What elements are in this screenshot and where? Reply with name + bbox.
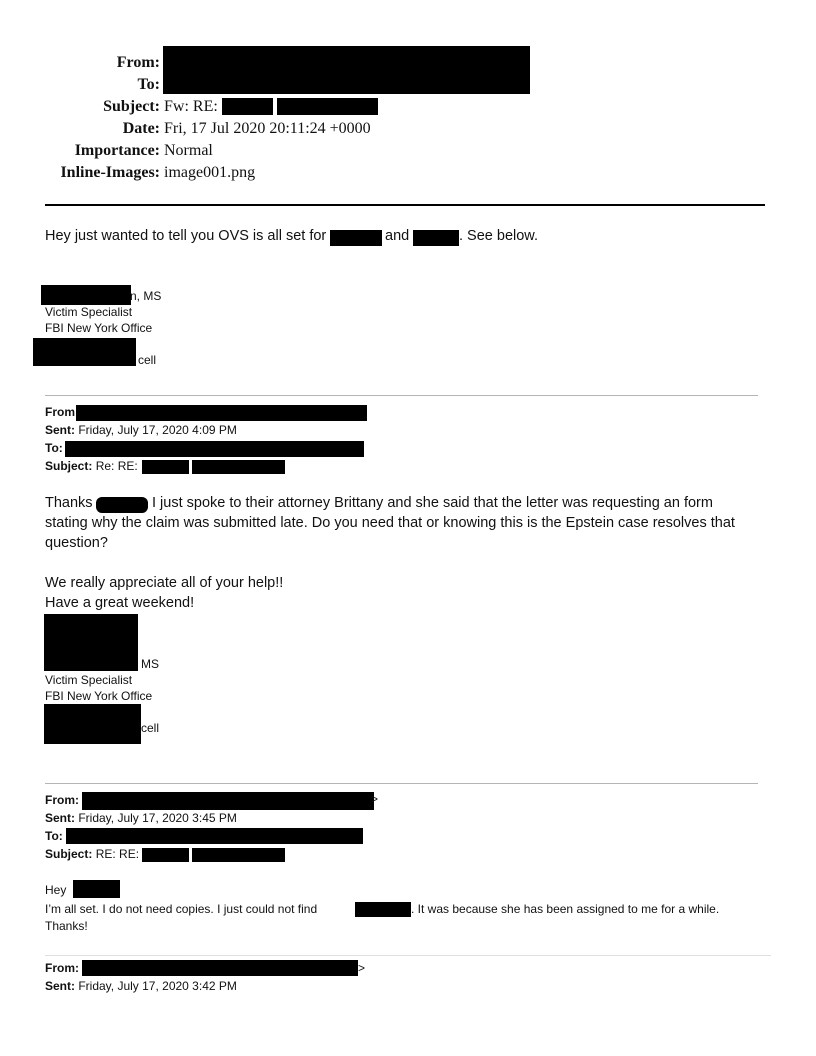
message-3-to-label: To: [45, 829, 63, 843]
signature-1-cell: cell [138, 353, 157, 367]
redaction-message-2-subject-1 [142, 460, 189, 474]
message-1-text-b: and [385, 228, 410, 244]
redaction-message-2-subject-2 [192, 460, 285, 474]
from-label: From: [116, 54, 160, 71]
redaction-message-2-from [76, 405, 367, 421]
message-2-para1-c: stating why the claim was submitted late. Do you need that or knowing this is the Epstein case resolves that [45, 515, 735, 531]
message-2-subject: Subject: Re: RE: [45, 459, 138, 473]
redaction-name-2 [413, 230, 459, 246]
message-4-from-tail: > [358, 961, 366, 975]
redaction-subject-2 [277, 98, 378, 115]
to-label: To: [137, 76, 160, 93]
redaction-signature-phone-1 [33, 338, 136, 366]
signature-2-ms: MS [141, 657, 159, 671]
signature-1-office: FBI New York Office [45, 321, 153, 335]
message-3-line1-a: I’m all set. I do not need copies. I just could not find [45, 902, 318, 916]
header-divider [45, 204, 765, 206]
message-4-from-label: From: [45, 961, 79, 975]
redaction-signature-name-2 [44, 614, 138, 671]
redaction-message-3-from [82, 792, 374, 810]
inline-images-label: Inline-Images: [60, 164, 160, 181]
redaction-message-3-subject-1 [142, 848, 189, 862]
message-divider-2 [45, 783, 758, 784]
message-2-para2-b: Have a great weekend! [45, 595, 195, 611]
message-divider-1 [45, 395, 758, 396]
message-2-para2-a: We really appreciate all of your help!! [45, 575, 284, 591]
message-3-from-tail: > [371, 792, 379, 806]
date-value: Fri, 17 Jul 2020 20:11:24 +0000 [164, 120, 371, 137]
message-2-from-label: From [45, 405, 75, 419]
message-2-para1-b: I just spoke to their attorney Brittany and she said that the letter was requesting an form [152, 495, 713, 511]
message-2-para1-a: Thanks [45, 495, 93, 511]
date-label: Date: [122, 120, 160, 137]
signature-2-title: Victim Specialist [45, 673, 133, 687]
redaction-message-4-from [82, 960, 358, 976]
message-3-sent: Sent: Friday, July 17, 2020 3:45 PM [45, 811, 237, 825]
redaction-message-3-to [66, 828, 363, 844]
message-4-sent: Sent: Friday, July 17, 2020 3:42 PM [45, 979, 237, 993]
message-2-sent: Sent: Friday, July 17, 2020 4:09 PM [45, 423, 237, 437]
message-divider-3 [45, 955, 771, 956]
importance-value: Normal [164, 142, 213, 159]
signature-1-title: Victim Specialist [45, 305, 133, 319]
subject-label: Subject: [103, 98, 160, 115]
redaction-message-3-subject-2 [192, 848, 285, 862]
message-2-para1-d: question? [45, 535, 108, 551]
redaction-message-2-name [96, 497, 148, 513]
message-3-greeting: Hey [45, 883, 67, 897]
message-3-line1-b: . It was because she has been assigned to me for a while. [411, 902, 720, 916]
redaction-from-to [163, 46, 530, 94]
message-1-text-a: Hey just wanted to tell you OVS is all set for [45, 228, 327, 244]
message-3-line2: Thanks! [45, 919, 88, 933]
message-2-to-label: To: [45, 441, 63, 455]
redaction-signature-phone-2 [44, 704, 141, 744]
redaction-signature-name-1 [41, 285, 131, 305]
redaction-message-2-to [65, 441, 364, 457]
redaction-subject-1 [222, 98, 273, 115]
inline-images-value: image001.png [164, 164, 256, 181]
message-3-subject: Subject: RE: RE: [45, 847, 140, 861]
redaction-message-3-name [355, 902, 411, 917]
redaction-name-1 [330, 230, 382, 246]
message-3-from-label: From: [45, 793, 79, 807]
signature-2-cell: cell [141, 721, 160, 735]
subject-value: Fw: RE: [164, 98, 218, 115]
message-1-text-c: . See below. [459, 228, 538, 244]
redaction-message-3-greeting-name [73, 880, 120, 898]
importance-label: Importance: [74, 142, 160, 159]
signature-1-name-suffix: n, MS [130, 289, 162, 303]
signature-2-office: FBI New York Office [45, 689, 153, 703]
